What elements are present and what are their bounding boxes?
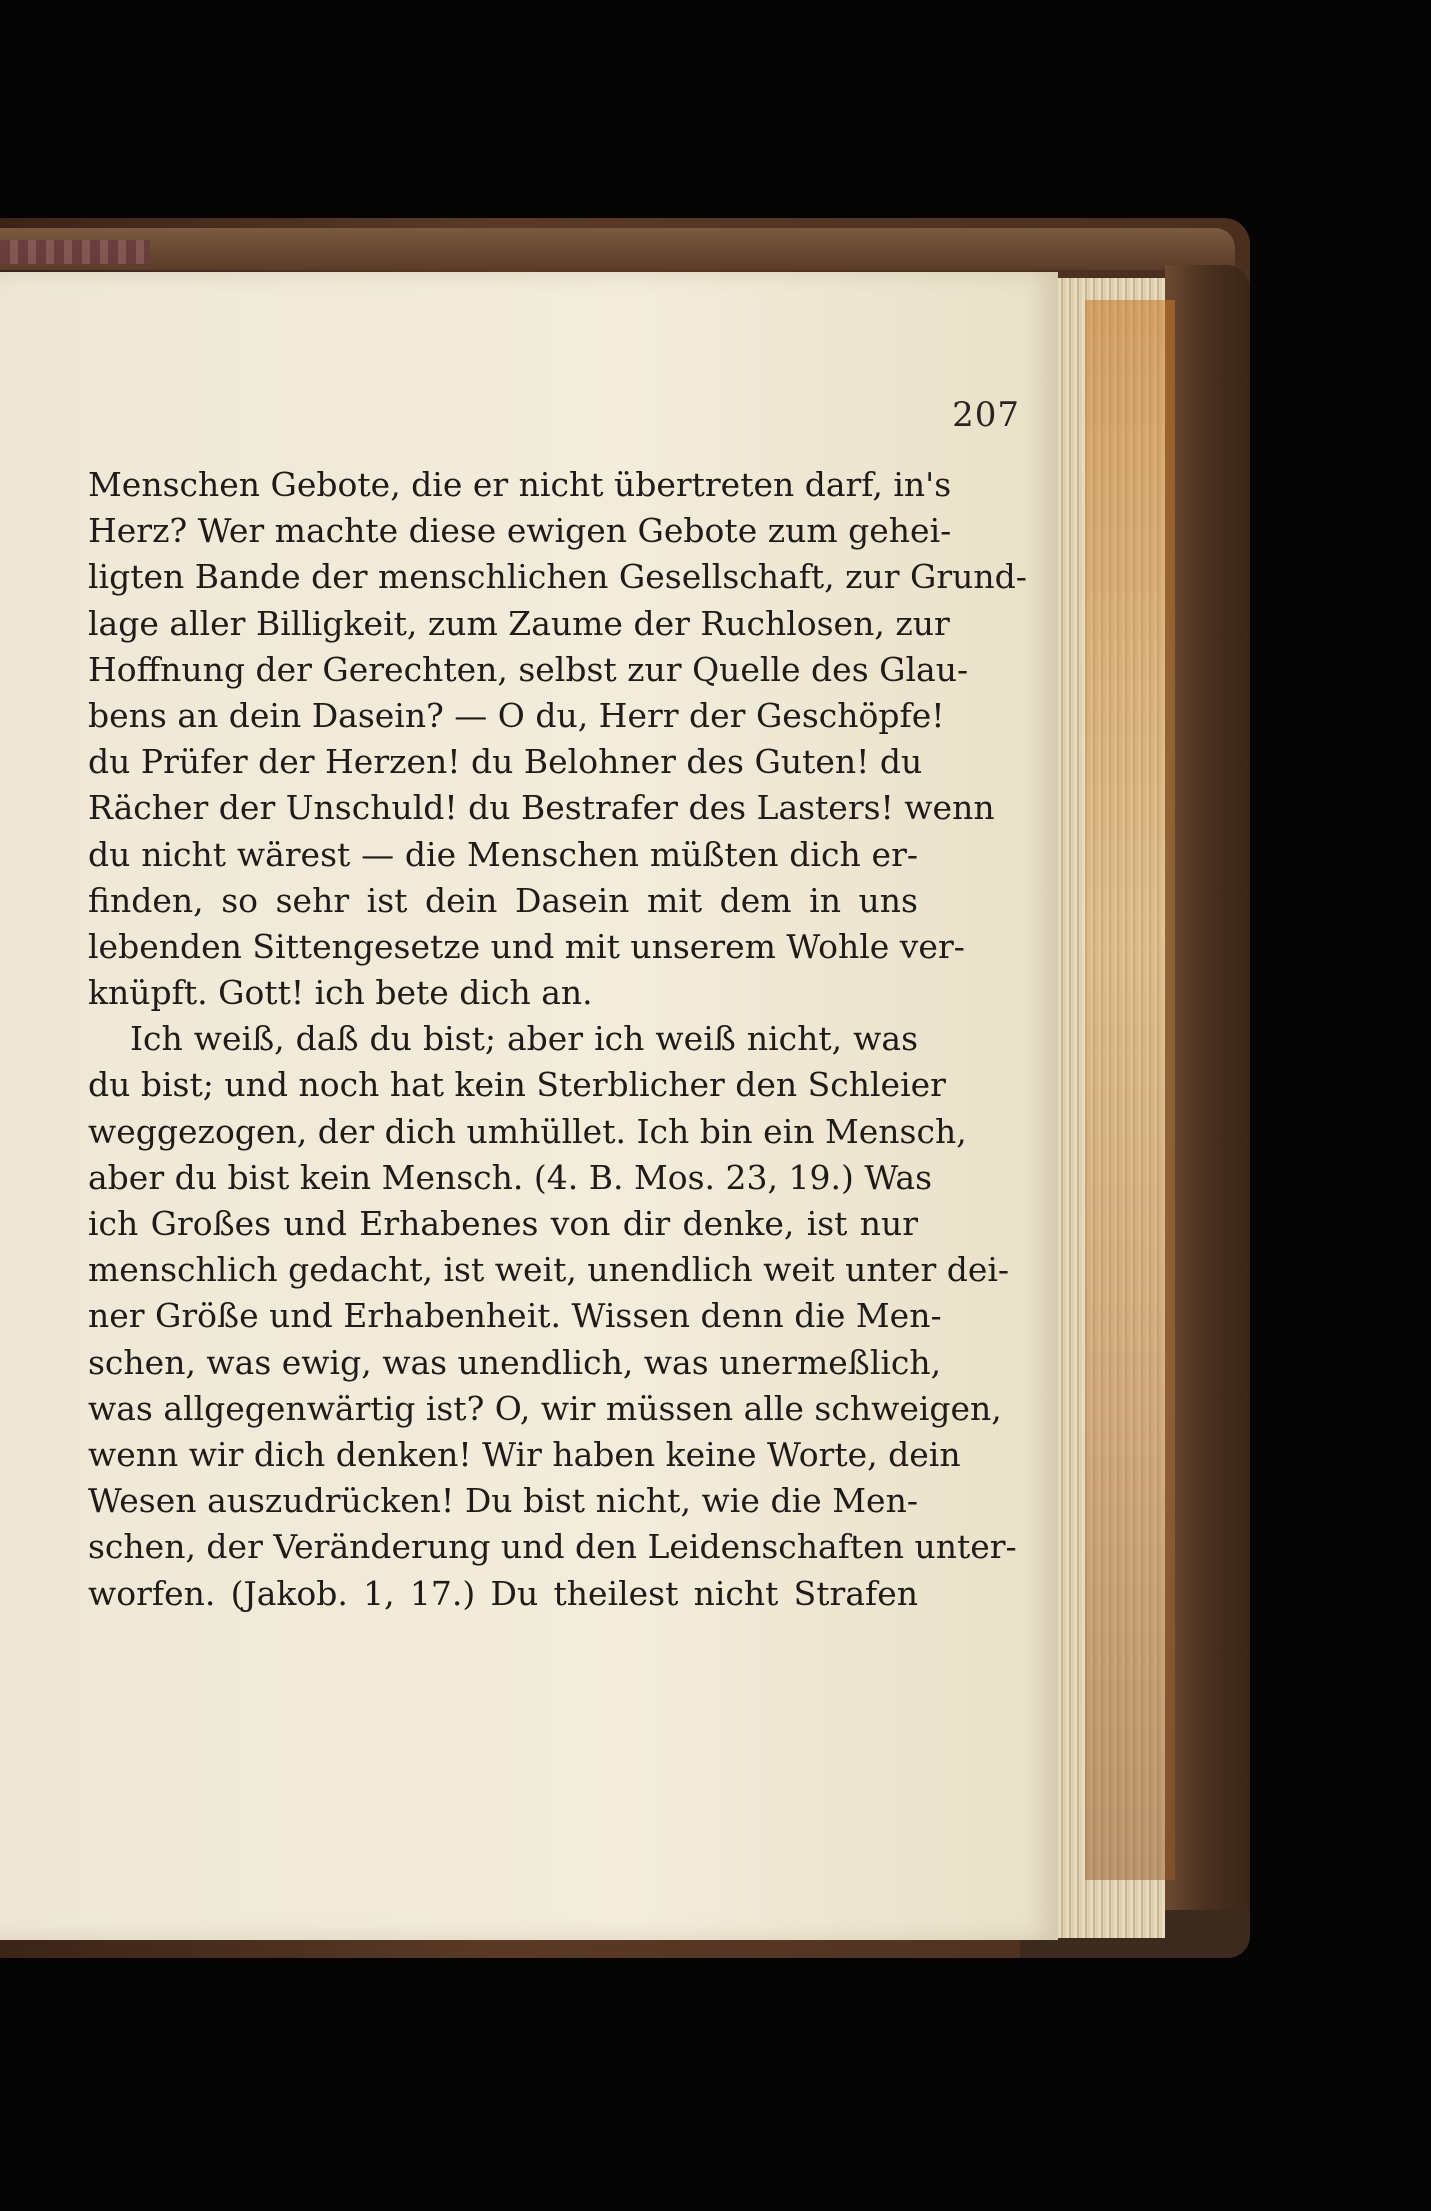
book-cover-top-edge — [0, 228, 1235, 270]
text-line: weggezogen, der dich umhüllet. Ich bin ein Mensch, — [88, 1111, 967, 1151]
text-line: worfen. (Jakob. 1, 17.) Du theilest nicht Strafen — [88, 1573, 918, 1613]
text-line: ligten Bande der menschlichen Gesellschaft, zur Grund- — [88, 557, 1027, 597]
text-line: lage aller Billigkeit, zum Zaume der Ruchlosen, zur — [88, 603, 950, 643]
text-line: schen, was ewig, was unendlich, was unermeßlich, — [88, 1342, 942, 1382]
text-line: Menschen Gebote, die er nicht übertreten darf, in's — [88, 465, 952, 504]
page-number: 207 — [952, 395, 1020, 435]
text-line: bens an dein Dasein? — O du, Herr der Geschöpfe! — [88, 695, 945, 735]
text-line: menschlich gedacht, ist weit, unendlich weit unter dei- — [88, 1250, 1010, 1290]
text-line: wenn wir dich denken! Wir haben keine Worte, dein — [88, 1434, 961, 1474]
text-line: Herz? Wer machte diese ewigen Gebote zum gehei- — [88, 511, 952, 551]
text-line: Wesen auszudrücken! Du bist nicht, wie die Men- — [88, 1481, 918, 1521]
paragraph-2 — [88, 1016, 1017, 1616]
page-text — [88, 462, 1027, 1617]
text-line: aber du bist kein Mensch. (4. B. Mos. 23, 19.) Was — [88, 1157, 932, 1197]
text-line: Rächer der Unschuld! du Bestrafer des Lasters! wenn — [88, 788, 995, 828]
text-line: lebenden Sittengesetze und mit unserem Wohle ver- — [88, 926, 965, 966]
text-line: finden, so sehr ist dein Dasein mit dem in uns — [88, 880, 918, 920]
paragraph-1 — [88, 462, 1027, 1016]
text-line: schen, der Veränderung und den Leidenschaften unter- — [88, 1527, 1017, 1567]
book-headband — [0, 240, 150, 264]
text-line: ich Großes und Erhabenes von dir denke, ist nur — [88, 1204, 918, 1243]
text-line: du nicht wärest — die Menschen müßten dich er- — [88, 834, 918, 874]
text-line: du bist; und noch hat kein Sterblicher den Schleier — [88, 1065, 946, 1105]
text-line: knüpft. Gott! ich bete dich an. — [88, 973, 593, 1013]
page-edge-stain — [1085, 300, 1175, 1880]
text-line: ner Größe und Erhabenheit. Wissen denn die Men- — [88, 1296, 942, 1336]
text-line: Ich weiß, daß du bist; aber ich weiß nicht, was — [130, 1019, 918, 1059]
book-cover-fore-edge — [1165, 265, 1250, 1955]
text-line: Hoffnung der Gerechten, selbst zur Quelle des Glau- — [88, 649, 969, 689]
text-line: was allgegenwärtig ist? O, wir müssen alle schweigen, — [88, 1388, 1002, 1428]
text-line: du Prüfer der Herzen! du Belohner des Guten! du — [88, 742, 923, 782]
